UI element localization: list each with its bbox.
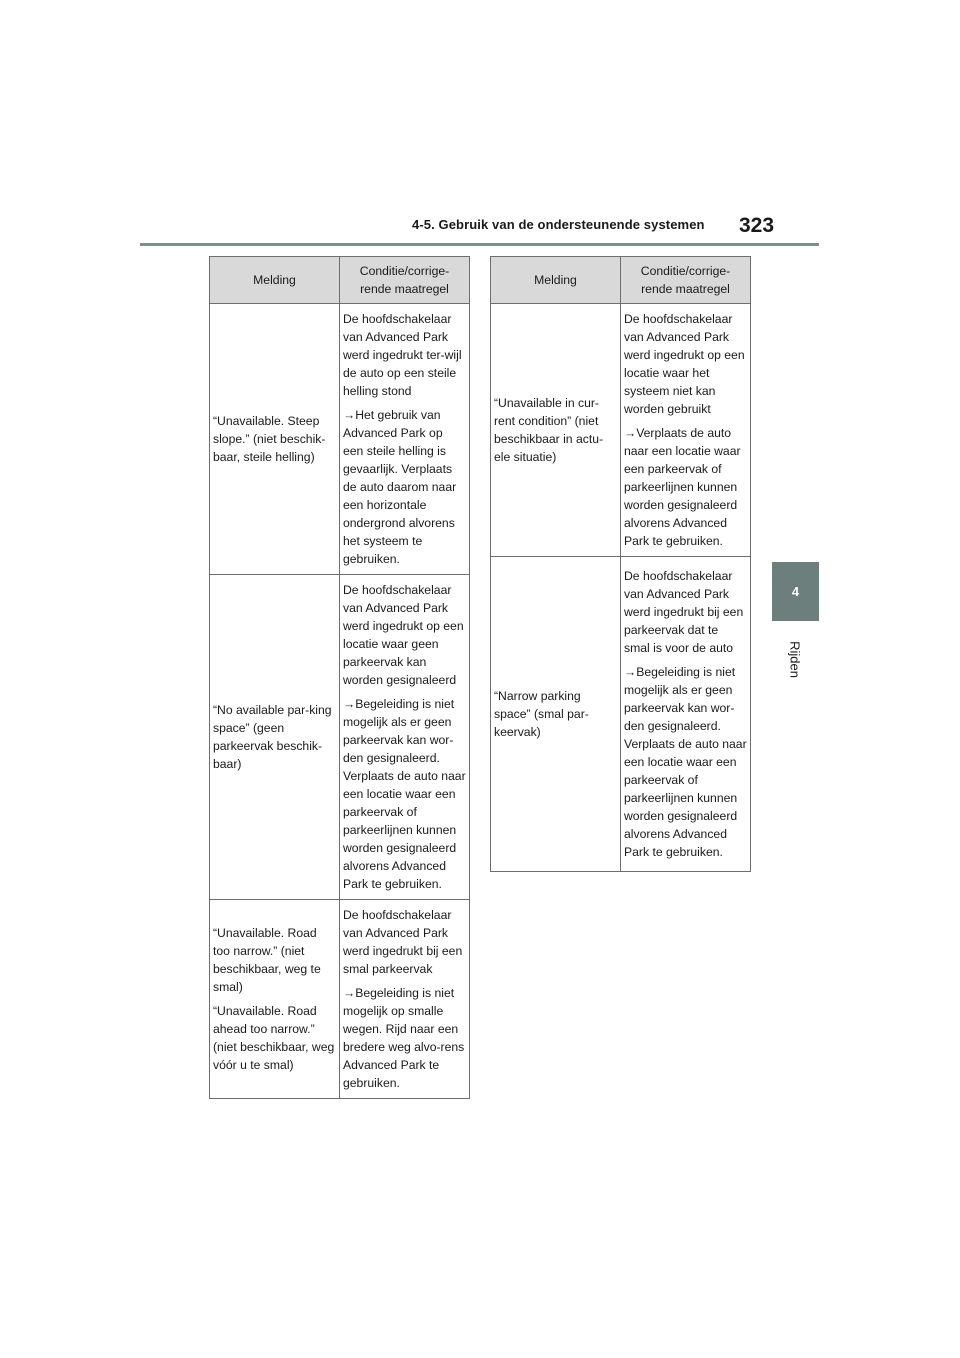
table-row [210, 304, 470, 575]
column-header-melding: Melding [210, 257, 340, 304]
column-header-conditie [621, 257, 751, 304]
table-row [491, 557, 751, 872]
chapter-label: Rijden [787, 641, 803, 678]
message-text: “Unavailable. Road ahead too narrow.” (niet beschikbaar, weg vóór u te smal) [213, 1004, 335, 1072]
table-row [210, 575, 470, 900]
condition-text: De hoofdschakelaar van Advanced Park werd ingedrukt bij een parkeervak dat te smal is voor de auto [624, 569, 744, 655]
action-text: →Begeleiding is niet mogelijk als er geen parkeervak kan wor-den gesignaleerd. Verplaats de auto naar een locatie waar een parkeervak of parkeerlijnen kunnen worden gesignaleerd alvorens Advanced Park te gebruiken. [343, 697, 466, 891]
message-text: “Unavailable. Road too narrow.” (niet beschikbaar, weg te smal) [213, 926, 321, 994]
header-text: Conditie/corrige- rende maatregel [640, 264, 731, 296]
message-cell [491, 557, 621, 872]
message-table-left [209, 256, 470, 1099]
condition-text: De hoofdschakelaar van Advanced Park werd ingedrukt bij een smal parkeervak [343, 908, 463, 976]
chapter-number: 4 [791, 584, 800, 599]
message-text: “Unavailable. Steep slope.” (niet beschik-baar, steile helling) [213, 414, 326, 464]
table-row [210, 900, 470, 1099]
condition-cell [621, 557, 751, 872]
condition-text: De hoofdschakelaar van Advanced Park werd ingedrukt op een locatie waar geen parkeervak kan worden gesignaleerd [343, 583, 464, 687]
header-text: Conditie/corrige- rende maatregel [359, 264, 450, 296]
condition-cell [340, 304, 470, 575]
action-text: →Begeleiding is niet mogelijk als er geen parkeervak kan wor-den gesignaleerd. Verplaats de auto naar een locatie waar een parkeervak of parkeerlijnen kunnen worden gesignaleerd alvorens Advanced Park te gebruiken. [624, 665, 747, 859]
message-table-right [490, 256, 751, 872]
condition-cell [621, 304, 751, 557]
page-number: 323 [739, 214, 775, 237]
message-cell [210, 900, 340, 1099]
message-cell [210, 304, 340, 575]
column-header-melding: Melding [491, 257, 621, 304]
message-text: “Narrow parking space” (smal par-keervak) [494, 689, 589, 739]
table-row [491, 304, 751, 557]
condition-text: De hoofdschakelaar van Advanced Park werd ingedrukt ter-wijl de auto op een steile helling stond [343, 312, 462, 398]
condition-cell [340, 575, 470, 900]
action-text: →Begeleiding is niet mogelijk op smalle wegen. Rijd naar een bredere weg alvo-rens Advanced Park te gebruiken. [343, 986, 465, 1090]
message-text: “No available par-king space” (geen parkeervak beschik-baar) [213, 703, 332, 771]
action-text: →Verplaats de auto naar een locatie waar een parkeervak of parkeerlijnen kunnen worden gesignaleerd alvorens Advanced Park te gebruiken. [624, 426, 741, 548]
condition-text: De hoofdschakelaar van Advanced Park werd ingedrukt op een locatie waar het systeem niet kan worden gebruikt [624, 312, 745, 416]
chapter-tab[interactable] [772, 562, 819, 621]
condition-cell [340, 900, 470, 1099]
message-text: “Unavailable in cur-rent condition” (niet beschikbaar in actu-ele situatie) [494, 396, 604, 464]
column-header-conditie [340, 257, 470, 304]
message-cell [491, 304, 621, 557]
message-cell [210, 575, 340, 900]
action-text: →Het gebruik van Advanced Park op een steile helling is gevaarlijk. Verplaats de auto daarom naar een horizontale ondergrond alvorens het systeem te gebruiken. [343, 408, 457, 566]
header-divider [140, 243, 819, 246]
section-title: 4-5. Gebruik van de ondersteunende systemen [412, 217, 705, 232]
